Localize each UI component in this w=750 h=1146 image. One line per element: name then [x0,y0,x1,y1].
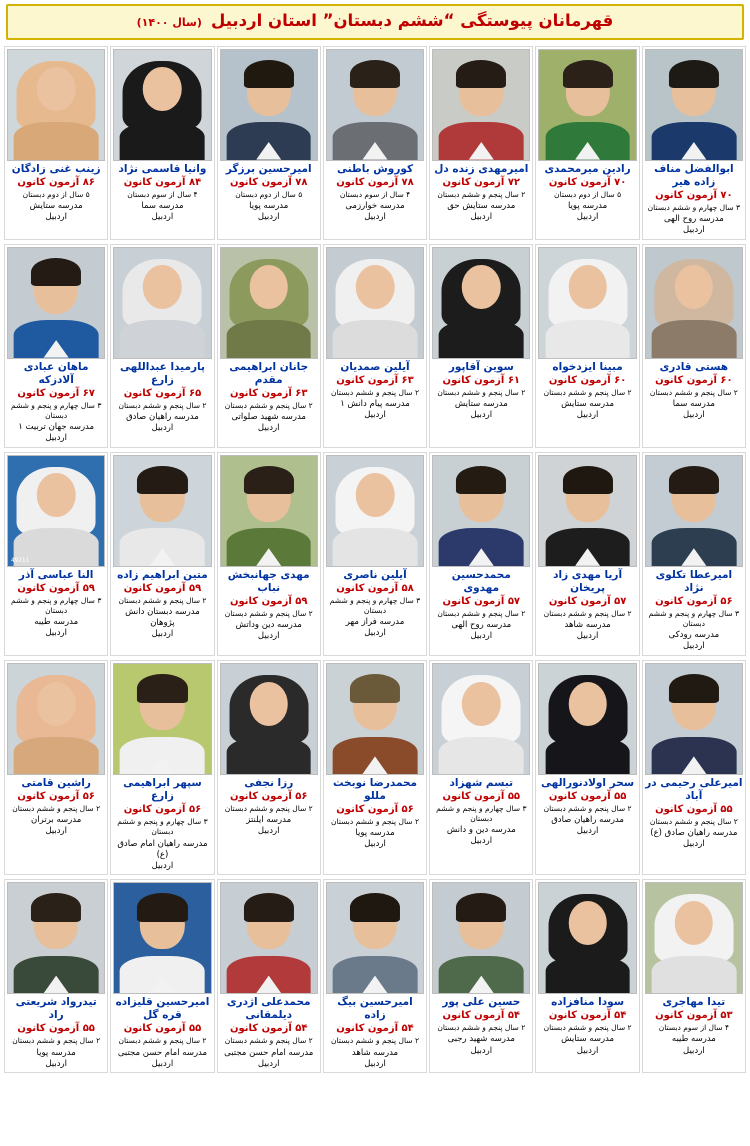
student-score: ۵۶ آزمون کانون [123,804,202,816]
student-name: متین ابراهیم زاده [117,568,208,581]
student-portrait [326,882,424,994]
student-card[interactable] [429,452,533,656]
student-card[interactable] [429,660,533,875]
student-portrait [538,247,636,359]
student-school: مدرسه طیبه [34,617,79,628]
student-card[interactable] [217,46,321,240]
student-school: مدرسه رودکی [668,630,720,641]
student-city: اردبیل [683,839,705,850]
student-city: اردبیل [683,641,705,652]
student-score: ۵۶ آزمون کانون [17,791,95,803]
student-city: اردبیل [364,628,386,639]
student-name: کوروش باطنی [336,162,414,175]
student-grade-span: ۲ سال پنجم و ششم دبستان [224,804,313,814]
student-card[interactable] [217,660,321,875]
student-portrait [432,455,530,567]
student-card[interactable] [429,46,533,240]
student-name: آیلین ناصری [343,568,407,581]
student-score: ۶۰ آزمون کانون [548,374,627,386]
student-school: مدرسه طیبه [671,1034,716,1045]
student-name: تبسم شهزاد [449,777,514,790]
student-card[interactable] [535,452,639,656]
student-city: اردبیل [683,409,705,420]
student-name: النا عباسی آذر [18,568,94,581]
student-score: ۸۶ آزمون کانون [17,176,95,188]
student-city: اردبیل [257,211,280,222]
student-city: اردبیل [576,631,599,642]
student-portrait [432,663,530,775]
student-name: سودا منافزاده [551,996,625,1009]
student-city: اردبیل [470,409,493,420]
student-name: امیرعلی رحیمی در آباد [645,777,743,803]
student-card[interactable] [535,879,639,1073]
student-school: مدرسه ستایش حق [447,200,516,211]
student-city: اردبیل [683,1045,705,1056]
student-grade-span: ۲ سال پنجم و ششم دبستان [437,609,526,619]
student-school: مدرسه ستایش [454,398,508,409]
student-score: ۵۹ آزمون کانون [17,582,95,594]
student-city: اردبیل [257,826,280,837]
student-portrait [432,49,530,161]
student-portrait [432,247,530,359]
student-name: امیرحسین بیگ زاده [337,996,413,1022]
student-score: ۶۳ آزمون کانون [229,387,308,399]
student-school: مدرسه راهیان صادق [551,815,624,826]
student-portrait [113,49,211,161]
student-name: مبینا ایزدخواه [552,360,623,373]
student-grade-span: ۲ سال پنجم و ششم دبستان [543,1023,632,1033]
student-score: ۵۶ آزمون کانون [229,791,308,803]
student-portrait [7,663,105,775]
student-card[interactable] [429,879,533,1073]
student-name: تیدرواد شریعتی راد [15,996,97,1022]
student-portrait [645,455,743,567]
student-card[interactable] [110,244,214,448]
student-name: هستی قادری [659,360,729,373]
student-portrait [7,882,105,994]
student-score: ۵۵ آزمون کانون [442,791,521,803]
student-grade-span: ۲ سال پنجم و ششم دبستان [649,817,738,827]
student-portrait [7,247,105,359]
student-name: زینب غنی زادگان [11,162,101,175]
student-name: رزا نجفی [244,777,294,790]
student-score: ۷۰ آزمون کانون [548,176,627,188]
student-score: ۵۶ آزمون کانون [336,804,414,816]
student-portrait [326,247,424,359]
student-grade-span: ۲ سال پنجم و ششم دبستان [12,1036,101,1046]
student-score: ۵۷ آزمون کانون [442,596,521,608]
page-title: قهرمانان پیوستگی “ششم دبستان” استان اردبیل [210,11,614,30]
student-school: مدرسه ستایش [561,1034,615,1045]
student-portrait [113,663,211,775]
student-portrait [645,49,743,161]
student-school: مدرسه امام حسن مجتبی [224,1047,314,1058]
student-card[interactable] [323,660,427,875]
student-portrait [326,49,424,161]
student-card[interactable] [4,660,108,875]
student-city: اردبیل [364,1058,386,1069]
student-school: مدرسه شهید رجبی [447,1034,515,1045]
student-score: ۶۱ آزمون کانون [442,374,521,386]
student-school: مدرسه جهان تربیت ۱ [18,422,95,433]
student-grade-span: ۳ سال چهارم و پنجم و ششم دبستان [117,817,208,837]
student-school: مدرسه امام حسن مجتبی [117,1047,208,1058]
student-portrait [538,882,636,994]
page [0,4,750,1077]
student-card[interactable] [4,879,108,1073]
student-score: ۷۸ آزمون کانون [336,176,414,188]
student-school: مدرسه پویا [355,828,395,839]
student-score: ۵۵ آزمون کانون [548,791,627,803]
student-city: اردبیل [364,409,386,420]
student-name: محمدرضا نوبخت مللو [332,777,418,803]
student-grade-span: ۲ سال پنجم و ششم دبستان [543,804,632,814]
student-city: اردبیل [470,211,493,222]
student-score: ۶۵ آزمون کانون [123,387,202,399]
student-portrait [113,247,211,359]
student-city: اردبیل [576,409,599,420]
student-school: مدرسه پویا [249,200,289,211]
student-city: اردبیل [151,1058,174,1069]
student-name: جانان ابراهیمی مقدم [229,360,309,386]
student-card[interactable] [4,244,108,448]
student-grade-span: ۵ سال از دوم دبستان [22,189,90,199]
student-portrait [538,49,636,161]
student-grade-span: ۲ سال پنجم و ششم دبستان [12,804,101,814]
student-grade-span: ۳ سال چهارم و پنجم و ششم دبستان [10,400,102,421]
student-school: مدرسه خوارزمی [345,200,405,211]
student-grade-span: ۲ سال پنجم و ششم دبستان [543,609,632,619]
student-school: مدرسه دین و دانش [446,825,516,836]
student-school: مدرسه پیام دانش ۱ [340,398,410,409]
student-city: اردبیل [683,225,705,236]
student-grade-span: ۲ سال پنجم و ششم دبستان [331,387,419,397]
photo-code: 49211 [11,556,30,564]
student-school: مدرسه دین وداتش [235,620,302,631]
student-grade-span: ۲ سال پنجم و ششم دبستان [543,387,632,397]
student-school: مدرسه برتران [31,815,82,826]
student-card[interactable] [429,244,533,448]
student-card[interactable] [535,244,639,448]
student-name: امیرعطا تکلوی نژاد [655,568,733,594]
student-card[interactable] [217,879,321,1073]
student-portrait [326,663,424,775]
student-card[interactable] [642,452,746,656]
student-score: ۶۳ آزمون کانون [336,374,414,386]
student-city: اردبیل [45,433,67,444]
student-name: محمدحسین مهدوی [451,568,511,594]
student-portrait [220,663,318,775]
student-city: اردبیل [364,211,386,222]
student-city: اردبیل [257,631,280,642]
student-card[interactable] [535,660,639,875]
student-grade-span: ۲ سال پنجم و ششم دبستان [437,1023,526,1033]
student-city: اردبیل [576,826,599,837]
student-grade-span: ۲ سال پنجم و ششم دبستان [118,595,207,605]
student-score: ۵۹ آزمون کانون [229,596,308,608]
student-score: ۵۸ آزمون کانون [336,582,414,594]
student-school: مدرسه سما [672,398,715,409]
student-score: ۵۷ آزمون کانون [548,596,627,608]
student-portrait [220,247,318,359]
student-grade-span: ۲ سال پنجم و ششم دبستان [224,609,313,619]
student-school: مدرسه فراز مهر [345,617,405,628]
student-name: سوین آقاپور [448,360,514,373]
student-school: مدرسه پویا [36,1047,76,1058]
student-score: ۵۵ آزمون کانون [123,1023,202,1035]
student-card[interactable] [323,452,427,656]
student-school: مدرسه ایلنتز [246,815,292,826]
student-score: ۵۴ آزمون کانون [229,1023,308,1035]
student-city: اردبیل [257,423,280,434]
student-score: ۵۵ آزمون کانون [655,804,733,816]
student-portrait [538,663,636,775]
student-school: مدرسه راهیان صادق [126,412,199,423]
student-grade-span: ۴ سال از سوم دبستان [127,189,198,199]
student-name: امیرحسین برزگر [225,162,312,175]
student-card[interactable] [642,244,746,448]
student-portrait [7,455,105,567]
student-city: اردبیل [45,628,67,639]
student-city: اردبیل [151,629,174,640]
student-card[interactable] [323,879,427,1073]
student-card[interactable] [642,46,746,240]
student-score: ۷۲ آزمون کانون [442,176,521,188]
student-portrait [220,882,318,994]
student-card[interactable] [110,46,214,240]
student-name: سپهر ابراهیمی زارع [123,777,202,803]
student-portrait [645,663,743,775]
student-name: مهدی جهانبخش نباب [227,568,310,594]
student-school: مدرسه راهیان صادق (ع) [650,828,738,839]
student-grade-span: ۲ سال پنجم و ششم دبستان [649,387,738,397]
student-city: اردبیل [470,1045,493,1056]
student-score: ۵۴ آزمون کانون [336,1023,414,1035]
student-name: سحر اولادنورالهی [541,777,635,790]
student-grade-span: ۲ سال پنجم و ششم دبستان [224,400,313,410]
student-grade-span: ۲ سال پنجم و ششم دبستان [118,1036,207,1046]
student-name: وانیا قاسمی نژاد [118,162,207,175]
student-name: آیلین صمدیان [340,360,410,373]
student-city: اردبیل [257,1058,280,1069]
student-grade-span: ۳ سال چهارم و پنجم و ششم دبستان [329,595,421,616]
student-name: ماهان عبادی آلادزکه [23,360,89,386]
student-name: راشین قامتی [21,777,91,790]
student-school: مدرسه شاهد [351,1047,399,1058]
student-card[interactable] [535,46,639,240]
student-portrait [538,455,636,567]
student-portrait [326,455,424,567]
student-card[interactable] [110,879,214,1073]
student-portrait [113,455,211,567]
student-school: مدرسه ستایش [561,398,615,409]
student-name: امیرمهدی زنده دل [434,162,529,175]
student-city: اردبیل [45,1058,67,1069]
student-name: ابوالفضل مناف زاده هیر [654,162,734,188]
student-grade-span: ۵ سال از دوم دبستان [235,189,303,199]
page-subtitle: (سال ۱۴۰۰) [136,16,202,29]
student-grade-span: ۲ سال پنجم و ششم دبستان [331,817,419,827]
students-grid [4,46,746,1074]
student-school: مدرسه ستایش [29,200,83,211]
student-score: ۵۹ آزمون کانون [123,582,202,594]
student-card[interactable] [642,879,746,1073]
student-score: ۸۴ آزمون کانون [123,176,202,188]
student-card[interactable] [217,452,321,656]
student-school: مدرسه دبستان دانش پژوهان [125,607,200,629]
student-grade-span: ۴ سال از سوم دبستان [339,189,411,199]
student-name: آریا مهدی زاد پریخان [553,568,623,594]
student-city: اردبیل [470,631,493,642]
student-portrait [113,882,211,994]
student-name: رادین میرمحمدی [544,162,631,175]
student-grade-span: ۲ سال پنجم و ششم دبستان [118,400,207,410]
student-city: اردبیل [151,423,174,434]
student-portrait [645,882,743,994]
student-grade-span: ۳ سال چهارم و پنجم و ششم دبستان [436,804,527,824]
student-score: ۶۰ آزمون کانون [655,374,733,386]
student-card[interactable] [4,46,108,240]
student-grade-span: ۲ سال پنجم و ششم دبستان [437,387,526,397]
student-score: ۵۶ آزمون کانون [655,596,733,608]
student-city: اردبیل [45,826,67,837]
student-name: امیرحسین قلیزاده قره گل [115,996,210,1022]
student-score: ۵۵ آزمون کانون [17,1023,95,1035]
student-school: مدرسه روح الهی [451,620,512,631]
student-school: مدرسه سما [141,200,184,211]
student-card[interactable] [323,244,427,448]
student-school: مدرسه پویا [567,200,608,211]
student-school: مدرسه شهید صلواتی [231,412,306,423]
student-card[interactable] [323,46,427,240]
student-city: اردبیل [576,1045,599,1056]
student-score: ۷۸ آزمون کانون [229,176,308,188]
student-grade-span: ۳ سال چهارم و پنجم و ششم دبستان [10,595,102,616]
student-score: ۶۷ آزمون کانون [17,387,95,399]
student-portrait [645,247,743,359]
student-grade-span: ۵ سال از دوم دبستان [554,189,622,199]
page-banner [6,4,744,40]
student-card[interactable] [4,452,108,656]
student-grade-span: ۲ سال پنجم و ششم دبستان [224,1036,313,1046]
student-city: اردبیل [151,211,174,222]
student-score: ۵۴ آزمون کانون [442,1010,521,1022]
student-city: اردبیل [151,860,174,871]
student-name: تیدا مهاجری [662,996,726,1009]
student-portrait [432,882,530,994]
student-score: ۵۳ آزمون کانون [655,1010,733,1022]
student-city: اردبیل [45,211,67,222]
student-score: ۷۰ آزمون کانون [655,189,733,201]
student-card[interactable] [110,452,214,656]
student-grade-span: ۲ سال پنجم و ششم دبستان [437,189,526,199]
student-grade-span: ۲ سال پنجم و ششم دبستان [331,1036,419,1046]
student-city: اردبیل [470,836,493,847]
student-name: حسین علی پور [442,996,521,1009]
student-card[interactable] [110,660,214,875]
student-card[interactable] [642,660,746,875]
student-card[interactable] [217,244,321,448]
student-school: مدرسه شاهد [564,620,611,631]
student-city: اردبیل [364,839,386,850]
student-school: مدرسه روح الهی [663,214,724,224]
student-grade-span: ۴ سال از سوم دبستان [658,1023,729,1033]
student-school: مدرسه راهیان امام صادق (ع) [117,838,208,860]
student-score: ۵۴ آزمون کانون [548,1010,627,1022]
student-grade-span: ۳ سال چهارم و پنجم و ششم دبستان [648,609,740,629]
student-portrait [220,49,318,161]
student-grade-span: ۳ سال چهارم و ششم دبستان [647,202,741,212]
student-portrait [220,455,318,567]
student-name: محمدعلی اژدری دیلمقانی [226,996,311,1022]
student-city: اردبیل [576,211,599,222]
student-portrait [7,49,105,161]
student-name: پارمیدا عبداللهی زارع [119,360,205,386]
